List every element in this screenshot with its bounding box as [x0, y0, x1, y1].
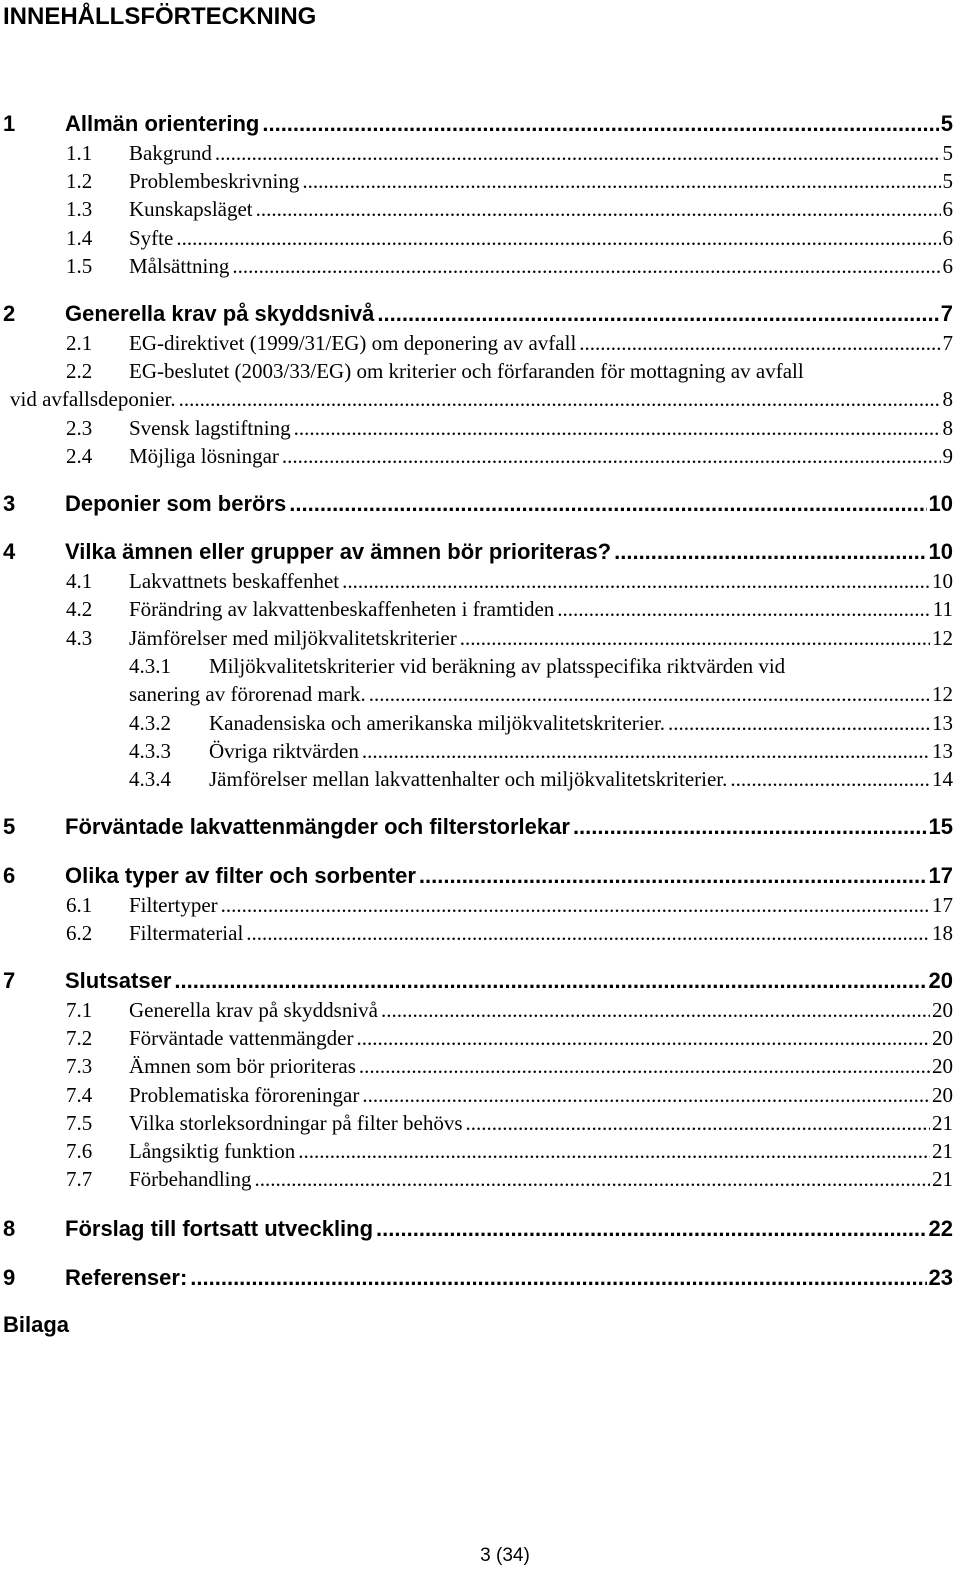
toc-page-number: 5	[942, 141, 953, 165]
toc-number: 7.4	[66, 1083, 93, 1107]
toc-label: Förbehandling	[129, 1167, 252, 1191]
toc-chapter-3[interactable]	[3, 490, 953, 518]
toc-appendix[interactable]: Bilaga	[3, 1312, 70, 1337]
dot-leader	[302, 167, 940, 195]
toc-label: Jämförelser med miljökvalitetskriterier	[129, 626, 457, 650]
toc-section-1-5[interactable]	[66, 252, 953, 280]
toc-page-number: 8	[942, 416, 953, 440]
toc-page-number: 7	[942, 331, 953, 355]
toc-label: Förändring av lakvattenbeskaffenheten i framtiden	[129, 597, 555, 621]
toc-page-number: 20	[932, 1083, 953, 1107]
toc-number: 8	[3, 1216, 16, 1241]
toc-number: 4.3	[66, 626, 93, 650]
toc-section-1-3[interactable]	[66, 195, 953, 223]
toc-page-number: 5	[940, 111, 953, 136]
dot-leader	[294, 414, 941, 442]
toc-page-number: 13	[932, 711, 953, 735]
dot-leader	[557, 595, 930, 623]
toc-chapter-9[interactable]	[3, 1264, 953, 1292]
toc-section-7-4[interactable]	[66, 1081, 953, 1109]
toc-number: 1.4	[66, 226, 93, 250]
toc-section-4-3[interactable]	[66, 624, 953, 652]
dot-leader	[176, 224, 940, 252]
toc-page-number: 6	[942, 254, 953, 278]
toc-page-number: 12	[932, 626, 953, 650]
dot-leader	[381, 996, 930, 1024]
toc-label: Problematiska föroreningar	[129, 1083, 360, 1107]
dot-leader	[419, 862, 927, 890]
dot-leader	[179, 385, 941, 413]
toc-page-number: 20	[932, 1054, 953, 1078]
toc-label: Lakvattnets beskaffenhet	[129, 569, 340, 593]
toc-page-number: 17	[928, 863, 953, 888]
toc-section-7-1[interactable]	[66, 996, 953, 1024]
toc-label: Generella krav på skyddsnivå	[129, 998, 378, 1022]
dot-leader	[357, 1024, 931, 1052]
toc-label: Referenser:	[65, 1265, 188, 1290]
toc-number: 4.1	[66, 569, 93, 593]
toc-page-number: 10	[928, 491, 953, 516]
toc-page-number: 23	[928, 1265, 953, 1290]
toc-label: Möjliga lösningar	[129, 444, 279, 468]
toc-chapter-6[interactable]	[3, 862, 953, 890]
toc-chapter-7[interactable]	[3, 967, 953, 995]
toc-subsection-4-3-3[interactable]	[129, 737, 953, 765]
toc-page-number: 21	[932, 1139, 953, 1163]
toc-page-number: 17	[932, 893, 953, 917]
dot-leader	[579, 329, 940, 357]
toc-number: 4.3.1	[129, 654, 171, 678]
dot-leader	[298, 1137, 930, 1165]
toc-label: Deponier som berörs	[65, 491, 287, 516]
dot-leader	[730, 765, 930, 793]
page-number: 3 (34)	[480, 1545, 530, 1566]
dot-leader	[359, 1052, 930, 1080]
toc-page-number: 10	[928, 539, 953, 564]
toc-label: Allmän orientering	[65, 111, 260, 136]
dot-leader	[460, 624, 930, 652]
toc-page-number: 15	[928, 814, 953, 839]
dot-leader	[668, 709, 930, 737]
toc-subsection-4-3-1-continued[interactable]	[129, 680, 953, 708]
toc-section-1-1[interactable]	[66, 139, 953, 167]
toc-label: Långsiktig funktion	[129, 1139, 296, 1163]
toc-chapter-8[interactable]	[3, 1215, 953, 1243]
toc-number: 7.7	[66, 1167, 93, 1191]
toc-page-number: 18	[932, 921, 953, 945]
toc-label: vid avfallsdeponier.	[10, 387, 176, 411]
toc-number: 4.3.4	[129, 767, 171, 791]
toc-label: Generella krav på skyddsnivå	[65, 301, 375, 326]
toc-chapter-1[interactable]	[3, 110, 953, 138]
toc-number: 3	[3, 491, 16, 516]
dot-leader	[466, 1109, 931, 1137]
toc-page-number: 14	[932, 767, 953, 791]
toc-section-7-7[interactable]	[66, 1165, 953, 1193]
toc-section-2-2[interactable]	[66, 357, 953, 385]
toc-page-number: 13	[932, 739, 953, 763]
toc-section-6-2[interactable]	[66, 919, 953, 947]
toc-section-1-4[interactable]	[66, 224, 953, 252]
toc-subsection-4-3-4[interactable]	[129, 765, 953, 793]
toc-section-4-2[interactable]	[66, 595, 953, 623]
toc-section-4-1[interactable]	[66, 567, 953, 595]
toc-section-1-2[interactable]	[66, 167, 953, 195]
toc-section-2-4[interactable]	[66, 442, 953, 470]
dot-leader	[174, 967, 926, 995]
dot-leader	[289, 490, 926, 518]
dot-leader	[614, 538, 926, 566]
toc-label: Miljökvalitetskriterier vid beräkning av platsspecifika riktvärden vid	[209, 654, 786, 678]
toc-number: 1.5	[66, 254, 93, 278]
dot-leader	[232, 252, 940, 280]
toc-section-2-2-continued[interactable]	[10, 385, 953, 413]
toc-number: 2.1	[66, 331, 93, 355]
toc-page-number: 20	[928, 968, 953, 993]
toc-number: 7.6	[66, 1139, 93, 1163]
dot-leader	[377, 300, 938, 328]
toc-label: EG-direktivet (1999/31/EG) om deponering av avfall	[129, 331, 577, 355]
toc-chapter-4[interactable]	[3, 538, 953, 566]
toc-number: 2.4	[66, 444, 93, 468]
toc-page-number: 6	[942, 226, 953, 250]
toc-section-7-3[interactable]	[66, 1052, 953, 1080]
toc-label: Vilka ämnen eller grupper av ämnen bör prioriteras?	[65, 539, 612, 564]
toc-number: 4.3.2	[129, 711, 171, 735]
toc-label: Svensk lagstiftning	[129, 416, 291, 440]
toc-number: 6	[3, 863, 16, 888]
toc-label: Övriga riktvärden	[209, 739, 359, 763]
toc-label: sanering av förorenad mark.	[129, 682, 366, 706]
toc-page-number: 9	[942, 444, 953, 468]
toc-section-7-2[interactable]	[66, 1024, 953, 1052]
toc-subsection-4-3-2[interactable]	[129, 709, 953, 737]
dot-leader	[376, 1215, 926, 1243]
toc-number: 7.2	[66, 1026, 93, 1050]
toc-chapter-2[interactable]	[3, 300, 953, 328]
dot-leader	[221, 891, 930, 919]
toc-number: 7	[3, 968, 16, 993]
dot-leader	[262, 110, 938, 138]
toc-label: EG-beslutet (2003/33/EG) om kriterier och förfaranden för mottagning av avfall	[129, 359, 804, 383]
toc-section-2-3[interactable]	[66, 414, 953, 442]
dot-leader	[362, 737, 930, 765]
toc-number: 5	[3, 814, 16, 839]
toc-page-number: 6	[942, 197, 953, 221]
toc-number: 2.3	[66, 416, 93, 440]
toc-number: 4	[3, 539, 16, 564]
toc-label: Ämnen som bör prioriteras	[129, 1054, 356, 1078]
toc-page-number: 21	[932, 1111, 953, 1135]
toc-label: Vilka storleksordningar på filter behövs	[129, 1111, 463, 1135]
toc-page-number: 22	[928, 1216, 953, 1241]
toc-number: 2.2	[66, 359, 93, 383]
page-footer	[0, 1544, 960, 1568]
toc-number: 7.3	[66, 1054, 93, 1078]
toc-number: 9	[3, 1265, 16, 1290]
toc-label: Syfte	[129, 226, 174, 250]
dot-leader	[369, 680, 930, 708]
toc-subsection-4-3-1[interactable]	[129, 652, 953, 680]
toc-label: Kanadensiska och amerikanska miljökvalitetskriterier.	[209, 711, 666, 735]
toc-number: 6.2	[66, 921, 93, 945]
toc-label: Filtertyper	[129, 893, 218, 917]
dot-leader	[254, 1165, 930, 1193]
toc-page-number: 11	[932, 597, 953, 621]
toc-label: Förväntade lakvattenmängder och filterstorlekar	[65, 814, 570, 839]
toc-chapter-5[interactable]	[3, 813, 953, 841]
toc-label: Olika typer av filter och sorbenter	[65, 863, 416, 888]
dot-leader	[342, 567, 930, 595]
toc-label: Problembeskrivning	[129, 169, 300, 193]
toc-section-6-1[interactable]	[66, 891, 953, 919]
toc-number: 1.1	[66, 141, 93, 165]
toc-section-2-1[interactable]	[66, 329, 953, 357]
toc-number: 1.2	[66, 169, 93, 193]
toc-page-number: 21	[932, 1167, 953, 1191]
toc-page-number: 5	[942, 169, 953, 193]
dot-leader	[246, 919, 930, 947]
dot-leader	[362, 1081, 930, 1109]
toc-label: Förväntade vattenmängder	[129, 1026, 354, 1050]
dot-leader	[190, 1264, 926, 1292]
toc-page-number: 8	[942, 387, 953, 411]
toc-number: 4.3.3	[129, 739, 171, 763]
dot-leader	[256, 195, 941, 223]
toc-section-7-6[interactable]	[66, 1137, 953, 1165]
toc-number: 1.3	[66, 197, 93, 221]
toc-label: Kunskapsläget	[129, 197, 253, 221]
toc-section-7-5[interactable]	[66, 1109, 953, 1137]
toc-number: 7.1	[66, 998, 93, 1022]
toc-page-number: 10	[932, 569, 953, 593]
toc-label: Målsättning	[129, 254, 230, 278]
toc-number: 2	[3, 301, 16, 326]
dot-leader	[282, 442, 941, 470]
dot-leader	[573, 813, 927, 841]
toc-page-number: 20	[932, 1026, 953, 1050]
toc-number: 7.5	[66, 1111, 93, 1135]
toc-label: Jämförelser mellan lakvattenhalter och miljökvalitetskriterier.	[209, 767, 728, 791]
toc-page-number: 20	[932, 998, 953, 1022]
toc-number: 6.1	[66, 893, 93, 917]
toc-title: INNEHÅLLSFÖRTECKNING	[3, 3, 317, 30]
toc-label: Förslag till fortsatt utveckling	[65, 1216, 374, 1241]
toc-label: Slutsatser	[65, 968, 172, 993]
toc-label: Filtermaterial	[129, 921, 244, 945]
toc-label: Bakgrund	[129, 141, 212, 165]
toc-page-number: 7	[940, 301, 953, 326]
dot-leader	[215, 139, 941, 167]
toc-page-number: 12	[932, 682, 953, 706]
toc-number: 1	[3, 111, 16, 136]
toc-number: 4.2	[66, 597, 93, 621]
